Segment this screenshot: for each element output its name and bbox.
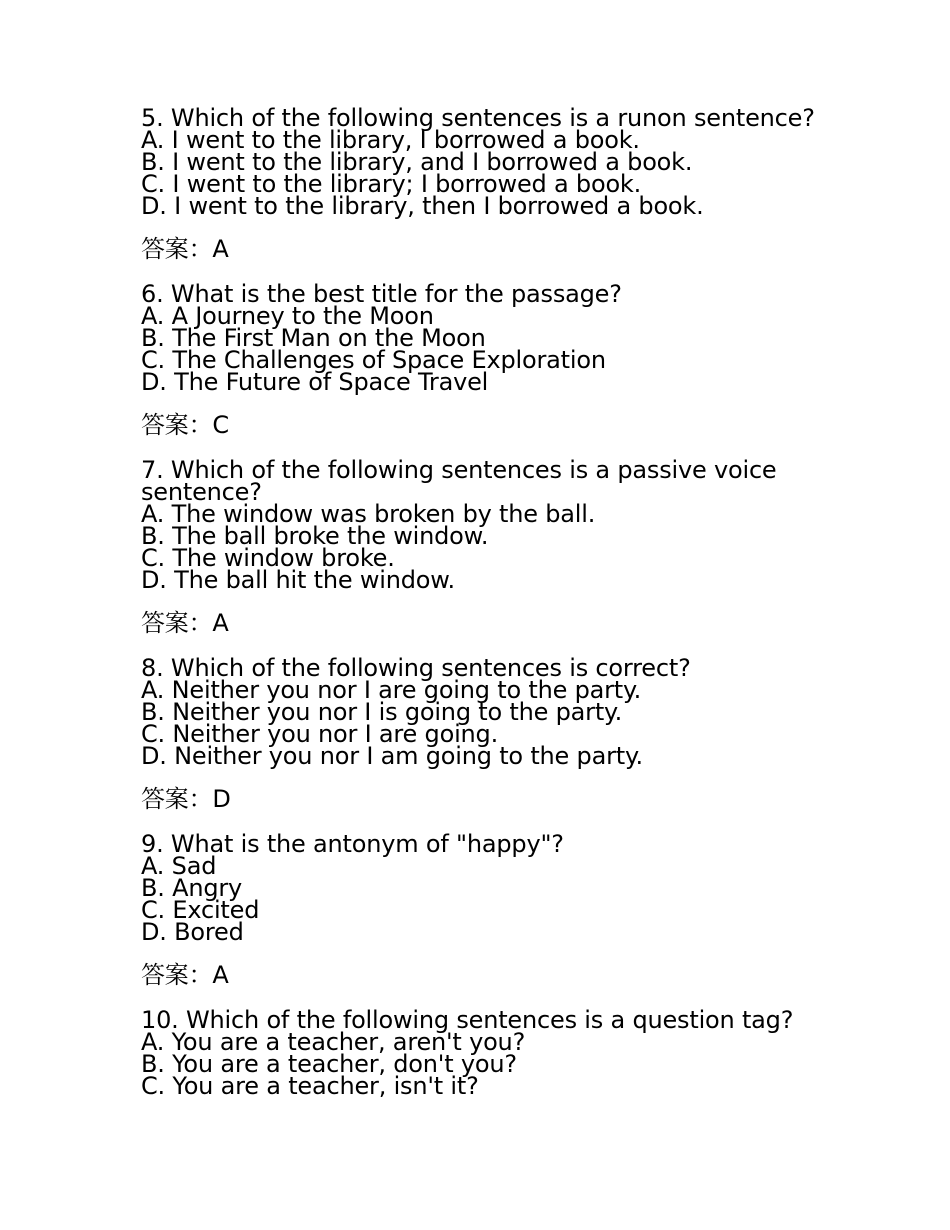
question-6	[141, 280, 821, 439]
option-b: B. The ball broke the window.	[141, 522, 489, 550]
question-10	[141, 1006, 821, 1100]
option-c: C. The Challenges of Space Exploration	[141, 346, 606, 374]
question-8	[141, 654, 821, 813]
option-a: A. I went to the library, I borrowed a book.	[141, 126, 640, 154]
question-7	[141, 456, 821, 637]
option-b: B. I went to the library, and I borrowed a book.	[141, 148, 693, 176]
option-d: D. Bored	[141, 918, 244, 946]
option-a: A. The window was broken by the ball.	[141, 500, 596, 528]
option-d: D. The ball hit the window.	[141, 566, 455, 594]
answer-key: 答案：A	[141, 235, 229, 263]
document-page	[141, 104, 821, 1100]
answer-key: 答案：A	[141, 609, 229, 637]
option-a: A. A Journey to the Moon	[141, 302, 434, 330]
option-c: C. You are a teacher, isn't it?	[141, 1072, 479, 1100]
question-text: 6. What is the best title for the passage?	[141, 280, 622, 308]
option-c: C. I went to the library; I borrowed a book.	[141, 170, 642, 198]
option-d: D. I went to the library, then I borrowed a book.	[141, 192, 704, 220]
option-d: D. The Future of Space Travel	[141, 368, 489, 396]
option-b: B. The First Man on the Moon	[141, 324, 486, 352]
option-b: B. Neither you nor I is going to the party.	[141, 698, 623, 726]
question-text: 9. What is the antonym of "happy"?	[141, 830, 564, 858]
option-c: C. The window broke.	[141, 544, 395, 572]
option-c: C. Excited	[141, 896, 260, 924]
question-text: 8. Which of the following sentences is correct?	[141, 654, 691, 682]
option-a: A. Sad	[141, 852, 217, 880]
option-a: A. Neither you nor I are going to the party.	[141, 676, 642, 704]
answer-key: 答案：A	[141, 961, 229, 989]
question-text: 7. Which of the following sentences is a passive voice sentence?	[141, 456, 784, 506]
question-text: 10. Which of the following sentences is a question tag?	[141, 1006, 794, 1034]
question-text: 5. Which of the following sentences is a runon sentence?	[141, 104, 815, 132]
option-c: C. Neither you nor I are going.	[141, 720, 499, 748]
option-d: D. Neither you nor I am going to the party.	[141, 742, 643, 770]
question-5	[141, 104, 821, 263]
option-b: B. Angry	[141, 874, 243, 902]
option-a: A. You are a teacher, aren't you?	[141, 1028, 526, 1056]
answer-key: 答案：D	[141, 785, 231, 813]
question-9	[141, 830, 821, 989]
option-b: B. You are a teacher, don't you?	[141, 1050, 517, 1078]
answer-key: 答案：C	[141, 411, 229, 439]
